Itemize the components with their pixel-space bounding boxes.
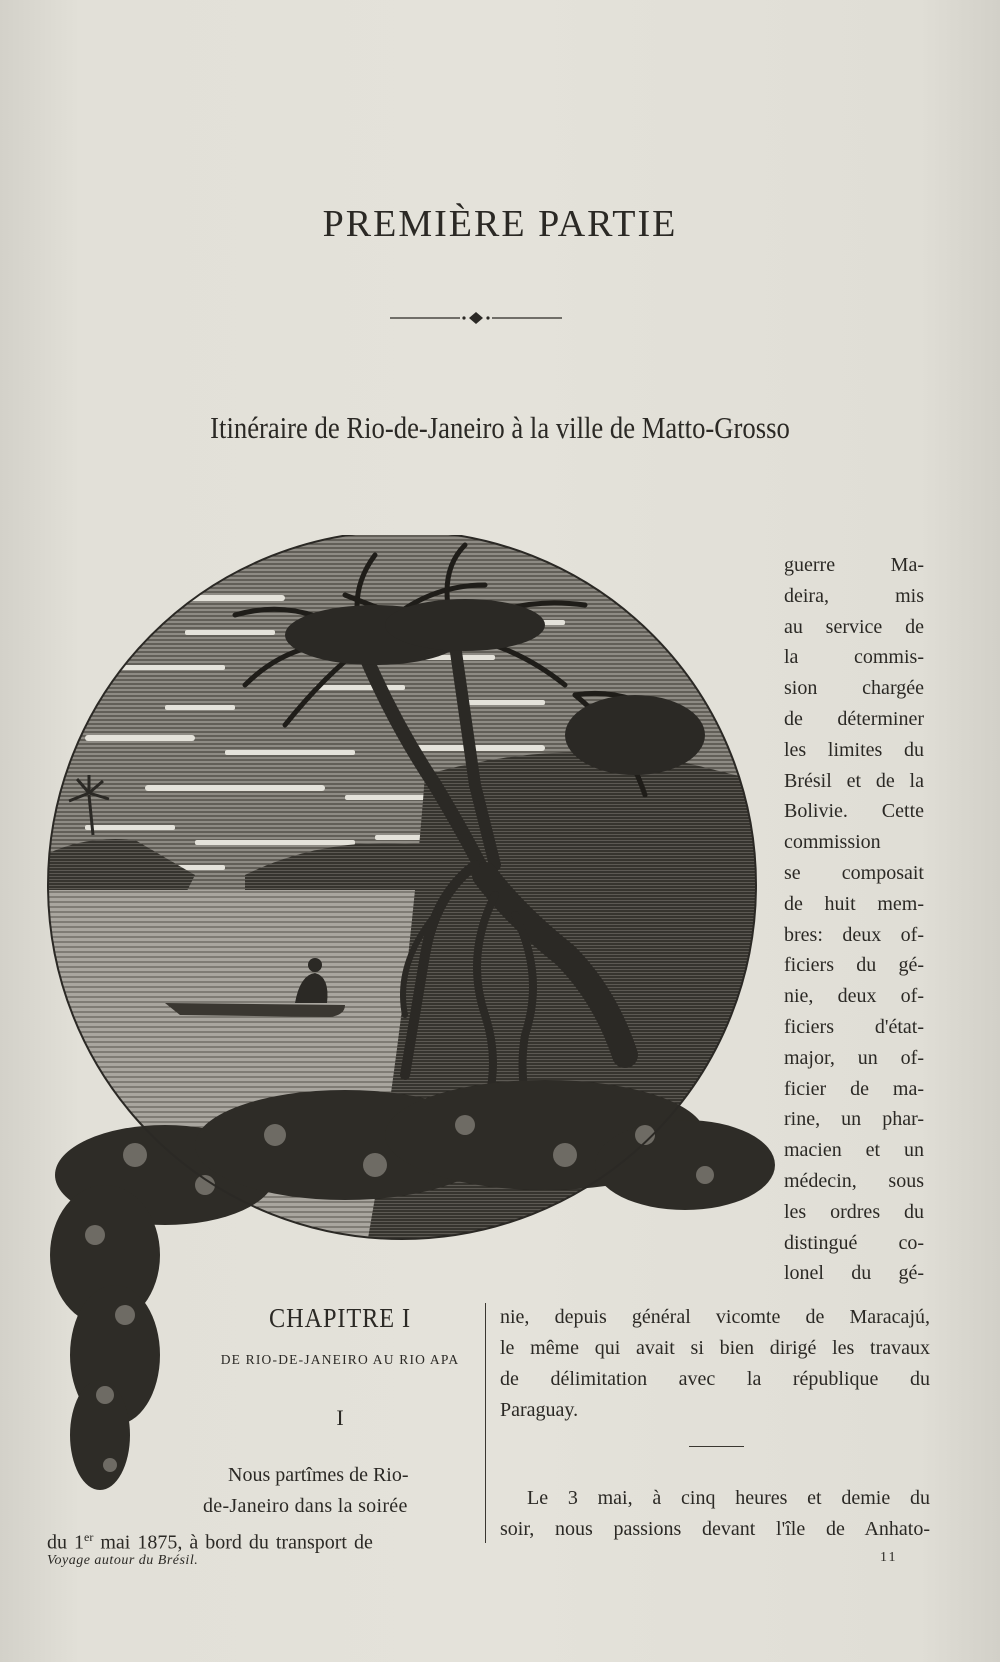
superscript: er (84, 1530, 94, 1544)
side-line: deira, mis (784, 584, 924, 607)
right-line: nie, depuis général vicomte de Maracajú, (500, 1306, 930, 1328)
side-line: ficiers du gé- (784, 954, 924, 977)
left-paragraph-line: Nous partîmes de Rio- (228, 1464, 409, 1486)
right-line: Paraguay. (500, 1399, 579, 1421)
side-line: médecin, sous (784, 1169, 924, 1192)
side-line: macien et un (784, 1139, 924, 1162)
side-line: commission (784, 831, 881, 854)
section-break-rule (689, 1446, 744, 1447)
side-text-column (784, 550, 924, 1289)
right-line: soir, nous passions devant l'île de Anhato- (500, 1518, 930, 1540)
side-line-text: guerre Ma- (784, 554, 924, 576)
right-line: Le 3 mai, à cinq heures et demie du (527, 1487, 930, 1509)
side-line: distingué co- (784, 1231, 924, 1254)
side-line: bres: deux of- (784, 923, 924, 946)
footer-signature: 11 (880, 1550, 898, 1565)
right-line: le même qui avait si bien dirigé les travaux (500, 1337, 930, 1359)
itinerary-title: Itinéraire de Rio-de-Janeiro à la ville de Matto-Grosso (210, 410, 790, 445)
side-line: ficier de ma- (784, 1077, 924, 1100)
side-line: nie, deux of- (784, 985, 924, 1008)
side-line: les ordres du (784, 1200, 924, 1223)
ornament-divider (390, 308, 562, 328)
column-divider (485, 1303, 486, 1543)
right-paragraph-2 (500, 1483, 930, 1545)
side-line: de déterminer (784, 707, 924, 730)
right-paragraph (500, 1302, 930, 1426)
side-line: rine, un phar- (784, 1108, 924, 1131)
side-line: sion chargée (784, 677, 924, 700)
part-title: PREMIÈRE PARTIE (322, 203, 678, 245)
side-line: au service de (784, 615, 924, 638)
side-line: Brésil et de la (784, 769, 924, 792)
side-line: major, un of- (784, 1046, 924, 1069)
side-line: de huit mem- (784, 892, 924, 915)
side-line: ficiers d'état- (784, 1015, 924, 1038)
side-line (784, 550, 924, 581)
chapter-subtitle: DE RIO-DE-JANEIRO AU RIO APA (220, 1352, 460, 1367)
footer-book-title: Voyage autour du Brésil. (47, 1553, 199, 1568)
left-paragraph-line: de-Janeiro dans la soirée (203, 1495, 408, 1517)
side-line: la commis- (784, 646, 924, 669)
left-paragraph-text: mai 1875, à bord du transport de (93, 1531, 373, 1554)
side-line: se composait (784, 861, 924, 884)
section-number: I (336, 1405, 344, 1430)
side-line: lonel du gé- (784, 1262, 924, 1285)
side-line: les limites du (784, 738, 924, 761)
left-paragraph-text: du 1 (47, 1531, 84, 1554)
side-line: Bolivie. Cette (784, 800, 924, 823)
right-line: de délimitation avec la république du (500, 1368, 930, 1390)
chapter-title: CHAPITRE I (269, 1303, 411, 1333)
